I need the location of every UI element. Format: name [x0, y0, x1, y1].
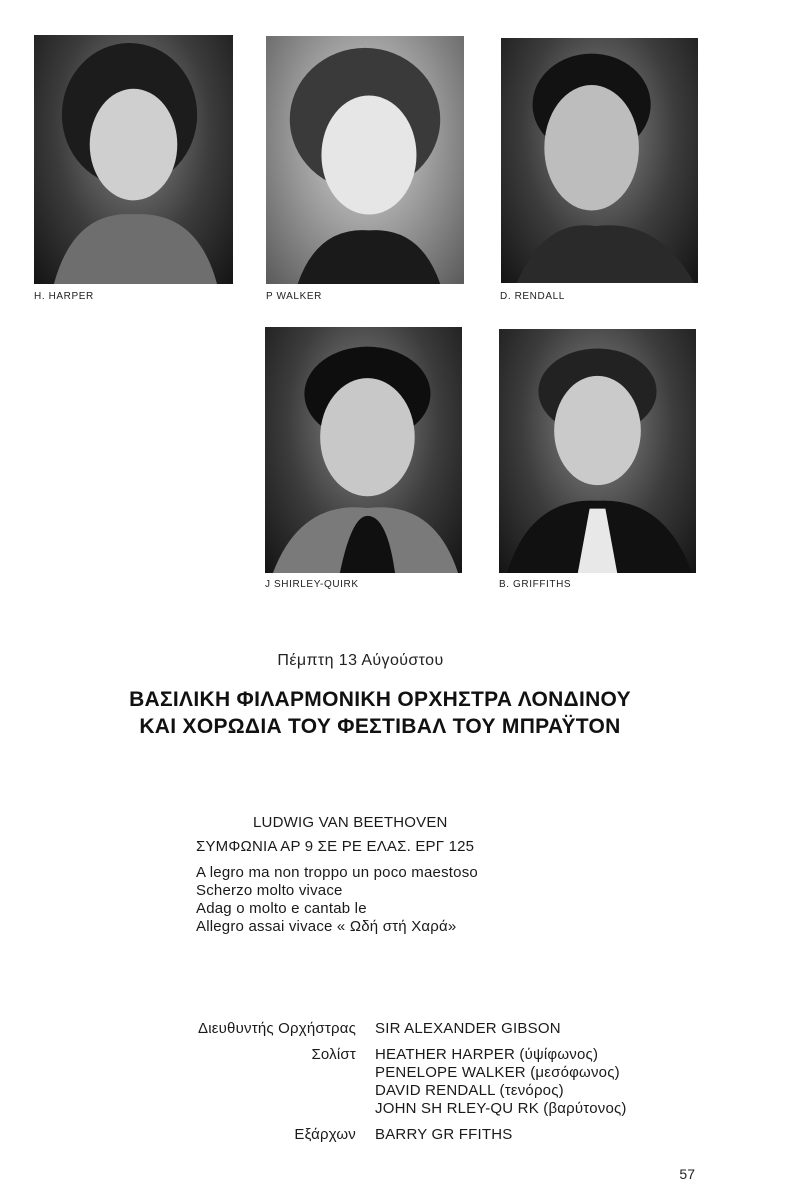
photo-caption: H. HARPER: [34, 291, 94, 302]
photo-harper: [34, 35, 233, 284]
photo-rendall: [501, 38, 698, 283]
soloist-item: DAVID RENDALL (τενόρος): [375, 1082, 564, 1099]
work-title: ΣΥΜΦΩΝΙΑ ΑΡ 9 ΣΕ ΡΕ ΕΛΑΣ. ΕΡΓ 125: [196, 838, 475, 855]
photo-walker: [266, 36, 464, 284]
composer-name: LUDWIG VAN BEETHOVEN: [253, 814, 448, 831]
soloist-item: PENELOPE WALKER (μεσόφωνος): [375, 1064, 620, 1081]
movement-item: A legro ma non troppo un poco maestoso: [196, 864, 478, 881]
photo-shirley-quirk: [265, 327, 462, 573]
conductor-name: SIR ALEXANDER GIBSON: [375, 1020, 561, 1037]
photo-griffiths: [499, 329, 696, 573]
concert-title-line-2: ΚΑΙ ΧΟΡΩΔΙΑ ΤΟΥ ΦΕΣΤΙΒΑΛ ΤΟΥ ΜΠΡΑΫΤΟΝ: [139, 715, 621, 738]
photo-caption: J SHIRLEY-QUIRK: [265, 579, 359, 590]
portrait-silhouette: [265, 327, 462, 573]
portrait-silhouette: [34, 35, 233, 284]
soloists-label: Σολίστ: [311, 1046, 356, 1063]
page-number: 57: [679, 1166, 695, 1182]
portrait-silhouette: [499, 329, 696, 573]
photo-caption: B. GRIFFITHS: [499, 579, 572, 590]
conductor-label: Διευθυντής Ορχήστρας: [198, 1020, 356, 1037]
movement-item: Adag o molto e cantab le: [196, 900, 367, 917]
photo-caption: D. RENDALL: [500, 291, 565, 302]
portrait-silhouette: [266, 36, 464, 284]
concert-date: Πέμπτη 13 Αύγούστου: [277, 652, 444, 669]
chorus-master-label: Εξάρχων: [294, 1126, 356, 1143]
photo-caption: P WALKER: [266, 291, 322, 302]
portrait-silhouette: [501, 38, 698, 283]
soloist-item: HEATHER HARPER (ύψίφωνος): [375, 1046, 599, 1063]
movement-item: Allegro assai vivace « Ωδή στή Χαρά»: [196, 918, 457, 935]
chorus-master-name: BARRY GR FFITHS: [375, 1126, 513, 1143]
movement-item: Scherzo molto vivace: [196, 882, 343, 899]
soloist-item: JOHN SH RLEY-QU RK (βαρύτονος): [375, 1100, 627, 1117]
concert-title-line-1: ΒΑΣΙΛΙΚΗ ΦΙΛΑΡΜΟΝΙΚΗ ΟΡΧΗΣΤΡΑ ΛΟΝΔΙΝΟΥ: [129, 688, 631, 711]
